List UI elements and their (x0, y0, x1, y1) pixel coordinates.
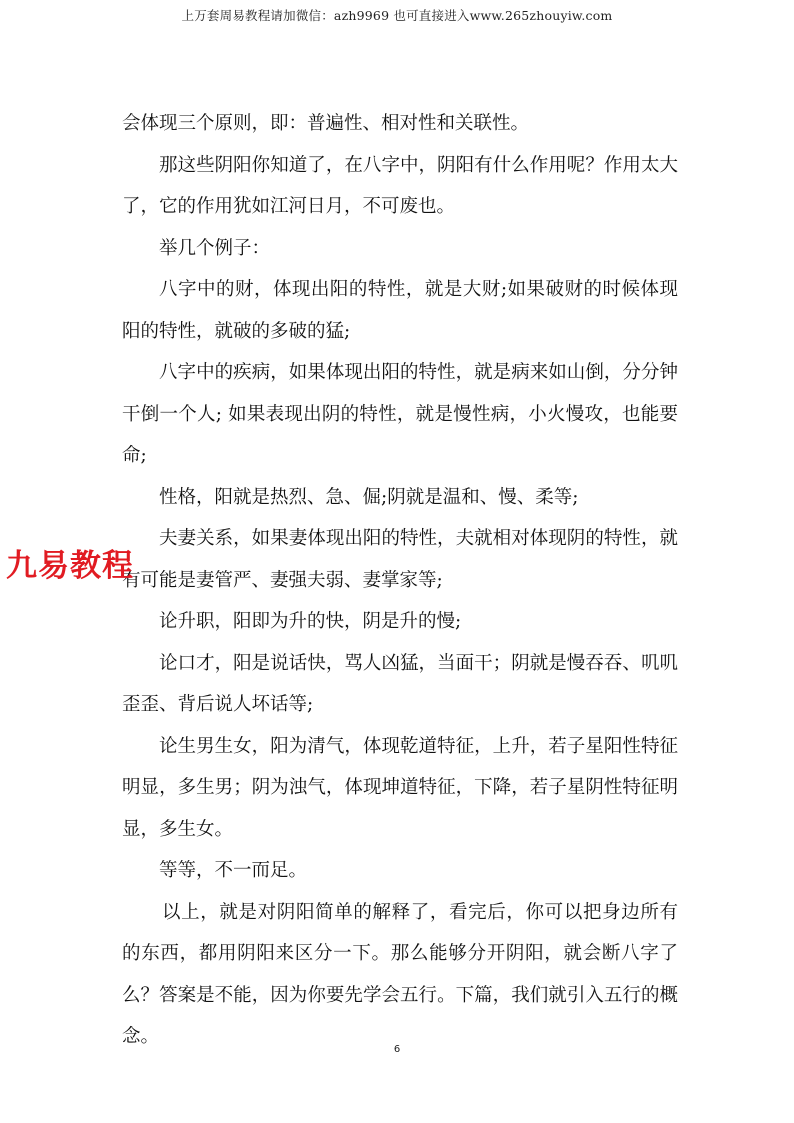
paragraph-personality: 性格，阳就是热烈、急、倔;阴就是温和、慢、柔等; (159, 486, 579, 508)
watermark-logo: 九易教程 (6, 548, 134, 584)
paragraph-yinyang-role: 那这些阴阳你知道了，在八字中，阴阳有什么作用呢？作用太大了，它的作用犹如江河日月，不可废也。 (122, 154, 678, 217)
paragraph-marriage: 夫妻关系，如果妻体现出阳的特性，夫就相对体现阴的特性，就有可能是妻管严、妻强夫弱、妻掌家等; (122, 528, 678, 591)
header-promo-note: 上万套周易教程请加微信：azh9969 也可直接进入www.265zhouyiw.com (181, 8, 613, 23)
paragraph-etcetera: 等等，不一而足。 (159, 860, 308, 881)
paragraph-illness: 八字中的疾病，如果体现出阳的特性，就是病来如山倒，分分钟干倒一个人; 如果表现出阴的特性，就是慢性病，小火慢攻，也能要命; (122, 362, 678, 466)
paragraph-wealth: 八字中的财，体现出阳的特性，就是大财;如果破财的时候体现阳的特性，就破的多破的猛; (122, 279, 678, 342)
paragraph-conclusion: 以上，就是对阴阳简单的解释了，看完后，你可以把身边所有的东西，都用阴阳来区分一下。那么能够分开阴阳，就会断八字了么？答案是不能，因为你要先学会五行。下篇，我们就引入五行的概念。 (122, 901, 678, 1047)
page-number: 6 (393, 1044, 401, 1055)
document-body (122, 103, 678, 1058)
paragraph-eloquence: 论口才，阳是说话快，骂人凶猛，当面干；阴就是慢吞吞、叽叽歪歪、背后说人坏话等; (122, 652, 678, 715)
paragraph-promotion: 论升职，阳即为升的快，阴是升的慢; (159, 611, 462, 632)
paragraph-examples-intro: 举几个例子： (159, 237, 271, 259)
paragraph-principles: 会体现三个原则，即：普遍性、相对性和关联性。 (122, 113, 530, 134)
paragraph-child-gender: 论生男生女，阳为清气，体现乾道特征，上升，若子星阳性特征明显，多生男；阴为浊气，体现坤道特征，下降，若子星阴性特征明显，多生女。 (122, 735, 678, 840)
